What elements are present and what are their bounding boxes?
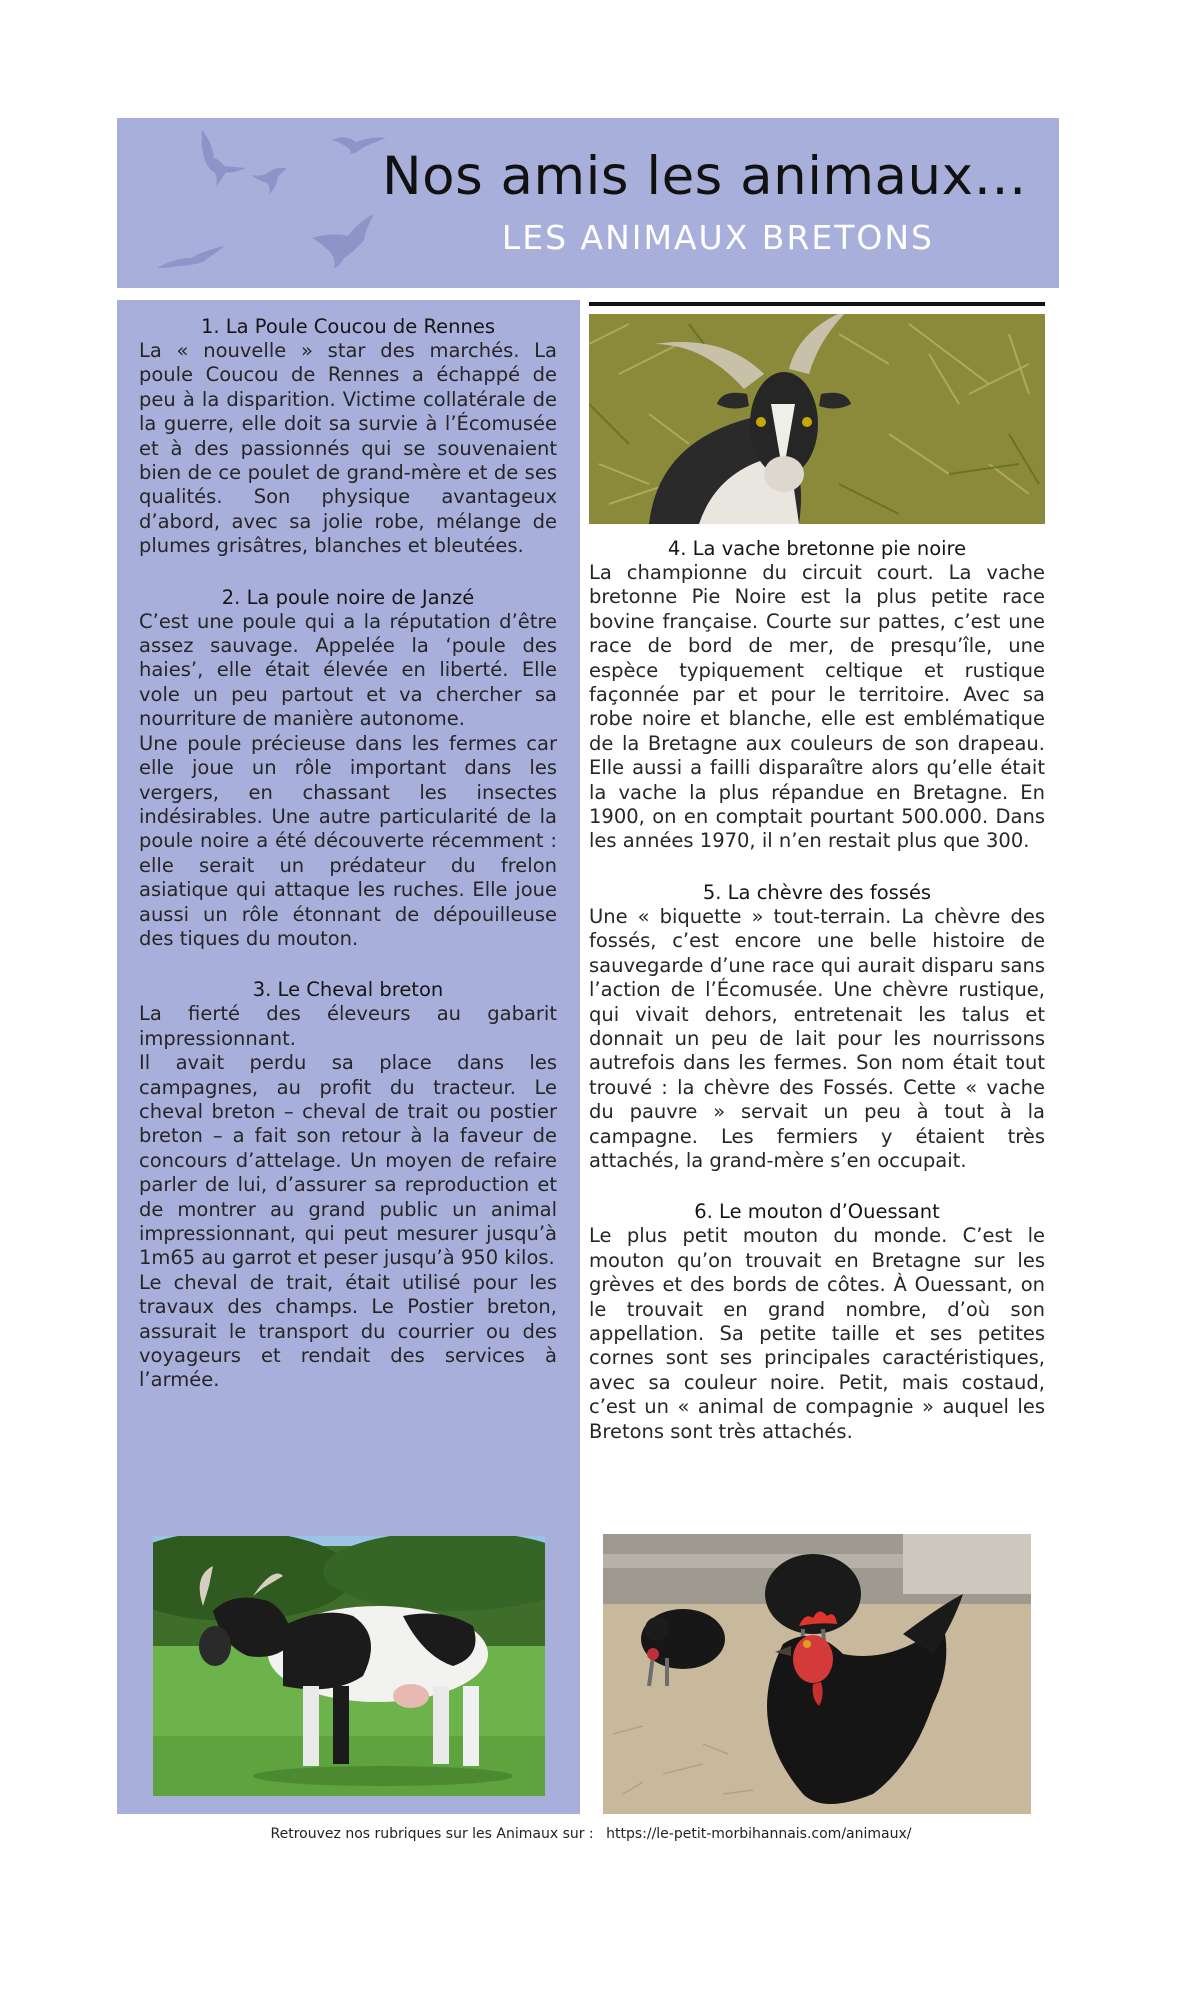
article-paragraph: Il avait perdu sa place dans les campagnes, au profit du tracteur. Le cheval breton – cheval de trait ou postier breton – a fait son retour à la faveur de concours d’attelage. Un moyen de refaire parler de lui, d’assurer sa reproduction et de montrer au grand public un animal impressionnant, qui peut mesurer jusqu’à 1m65 au garrot et peser jusqu’à 950 kilos. <box>139 1051 557 1270</box>
goat-photo <box>589 314 1045 524</box>
footer-link[interactable]: https://le-petit-morbihannais.com/animaux/ <box>606 1826 912 1842</box>
article-cheval-breton <box>139 978 557 1393</box>
article-title: 1. La Poule Coucou de Rennes <box>200 315 495 338</box>
article-poule-noire <box>139 586 557 952</box>
article-chevre-fosses <box>589 881 1045 1173</box>
article-title: 5. La chèvre des fossés <box>702 880 932 904</box>
article-mouton-ouessant <box>589 1200 1045 1444</box>
article-paragraph: C’est une poule qui a la réputation d’être assez sauvage. Appelée la ‘poule des haies’, elle était élevée en liberté. Elle vole un peu partout et va chercher sa nourriture de manière autonome. <box>139 609 557 731</box>
left-column-panel <box>117 300 580 1814</box>
divider-rule <box>589 302 1045 306</box>
header-banner <box>117 118 1059 288</box>
article-title: 2. La poule noire de Janzé <box>221 585 475 609</box>
article-title: 3. Le Cheval breton <box>252 978 444 1002</box>
article-paragraph: Le cheval de trait, était utilisé pour les travaux des champs. Le Postier breton, assurait le transport du courrier ou des voyageurs et rendait des services à l’armée. <box>139 1270 557 1392</box>
hens-photo <box>603 1534 1031 1814</box>
article-paragraph: Une « biquette » tout-terrain. La chèvre des fossés, c’est encore une belle histoire de sauvegarde d’une race qui aurait disparu sans l’action de l’Écomusée. Une chèvre rustique, qui vivait dehors, entretenait les talus et donnait un peu de lait pour les nourrissons autrefois dans les fermes. Son nom était tout trouvé : la chèvre des Fossés. Cette « vache du pauvre » servait un peu à tout à la campagne. Les fermiers y étaient très attachés, la grand-mère s’en occupait. <box>589 904 1045 1172</box>
right-column <box>589 537 1045 1444</box>
footer-credit <box>0 1826 1182 1842</box>
article-paragraph: Le plus petit mouton du monde. C’est le mouton qu’on trouvait en Bretagne sur les grèves et des bords de côtes. À Ouessant, on le trouvait en grand nombre, d’où son appellation. Sa petite taille et ses petites cornes sont ses principales caractéristiques, avec sa couleur noire. Petit, mais costaud, c’est un « animal de compagnie » auquel les Bretons sont très attachés. <box>589 1224 1045 1443</box>
article-paragraph: Une poule précieuse dans les fermes car elle joue un rôle important dans les vergers, en chassant les insectes indésirables. Une autre particularité de la poule noire a été découverte récemment : elle serait un prédateur du frelon asiatique qui attaque les ruches. Elle joue aussi un rôle étonnant de dépouilleuse des tiques du mouton. <box>139 731 557 950</box>
article-title: 4. La vache bretonne pie noire <box>667 537 967 560</box>
article-paragraph: La fierté des éleveurs au gabarit impressionnant. <box>139 1002 557 1050</box>
article-vache-bretonne <box>589 537 1045 854</box>
article-title: 6. Le mouton d’Ouessant <box>694 1200 940 1224</box>
footer-text: Retrouvez nos rubriques sur les Animaux sur : <box>270 1826 594 1842</box>
page-subtitle: LES ANIMAUX BRETONS <box>501 218 934 257</box>
page-title: Nos amis les animaux… <box>382 146 1027 207</box>
article-paragraph: La « nouvelle » star des marchés. La poule Coucou de Rennes a échappé de peu à la disparition. Victime collatérale de la guerre, elle doit sa survie à l’Écomusée et à des passionnés qui se souvenaient bien de ce poulet de grand-mère et de ses qualités. Son physique avantageux d’abord, avec sa jolie robe, mélange de plumes grisâtres, blanches et bleutées. <box>139 339 557 558</box>
article-poule-coucou <box>139 315 557 559</box>
article-paragraph: La championne du circuit court. La vache bretonne Pie Noire est la plus petite race bovine française. Courte sur pattes, c’est une race de bord de mer, de presqu’île, une espèce typiquement celtique et rustique façonnée par et pour le territoire. Avec sa robe noire et blanche, elle est emblématique de la Bretagne aux couleurs de son drapeau. Elle aussi a failli disparaître alors qu’elle était la vache la plus répandue en Bretagne. En 1900, on en comptait pourtant 500.000. Dans les années 1970, il n’en restait plus que 300. <box>589 561 1045 853</box>
cow-photo <box>153 1536 545 1796</box>
